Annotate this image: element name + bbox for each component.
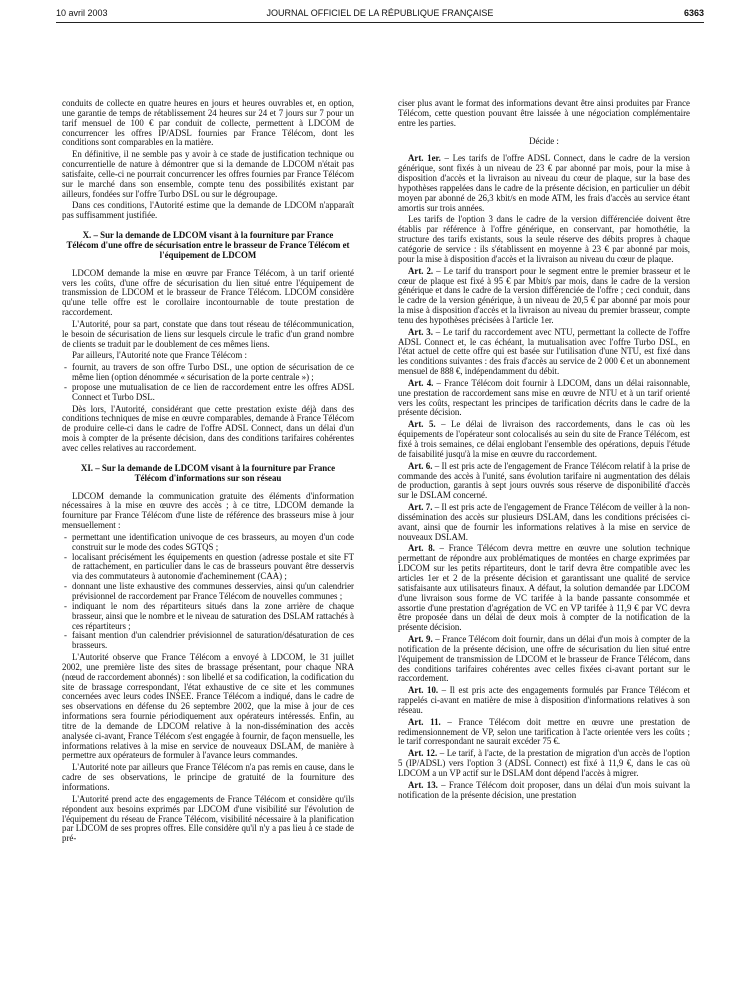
paragraph: Par ailleurs, l'Autorité note que France Télécom :	[72, 350, 247, 361]
article-text: – France Télécom doit mettre en œuvre une prestation de redimensionnement de VP, selon une tarification à l'acte orientée vers les coûts ; le tarif correspondant ne saurait excéder 75 €.	[398, 716, 690, 747]
article-label: Art. 2.	[408, 265, 434, 276]
article-paragraph	[398, 544, 690, 633]
paragraph: L'Autorité note par ailleurs que France Télécom n'a pas remis en cause, dans le cadre de ses observations, le principe de gratuité de la fourniture des informations.	[62, 762, 354, 792]
article-paragraph	[398, 462, 690, 501]
list-item: - propose une mutualisation de ce lien de raccordement entre les offres ADSL Connect et Turbo DSL.	[62, 383, 354, 403]
article-paragraph	[398, 328, 690, 377]
paragraph: conduits de collecte en quatre heures en jours et heures ouvrables et, en option, une garantie de temps de rétablissement 24 heures sur 24 et 7 jours sur 7 pour un tarif mensuel de 100 € par conduit de collecte, permettent à LDCOM de concurrencer les offres IP/ADSL fournies par France Télécom, dont les conditions sont comparables en la matière.	[62, 98, 354, 148]
article-paragraph	[398, 379, 690, 418]
header-rule	[56, 22, 704, 23]
header-title: JOURNAL OFFICIEL DE LA RÉPUBLIQUE FRANÇAISE	[266, 8, 494, 18]
article-text: – Le délai de livraison des raccordements, dans le cas où les équipements de l'opérateur sont colocalisés au sein du site de France Télécom, est fixé à trois semaines, ce délai englobant l'ensemble des opérations, depuis l'étude de faisabilité jusqu'à la mise en œuvre du raccordement.	[398, 419, 690, 459]
list-item: - indiquant le nom des répartiteurs situés dans la zone arrière de chaque brasseur, ainsi que le nombre et le niveau de saturation des DSLAM rattachés à ces répartiteurs ;	[62, 602, 354, 632]
list-item: - faisant mention d'un calendrier prévisionnel de saturation/désaturation de ces brasseurs.	[62, 631, 354, 651]
article-label: Art. 11.	[408, 716, 441, 727]
paragraph: L'Autorité prend acte des engagements de France Télécom et considère qu'ils répondent aux besoins exprimés par LDCOM d'une visibilité sur l'évolution de l'équipement du réseau de France Télécom, visibilité nécessaire à la planification par LDCOM de ses propres offres. Elle considère qu'il n'y a pas lieu à ce stade de pré-	[62, 793, 354, 844]
article-text: – Le tarif du raccordement avec NTU, permettant la collecte de l'offre ADSL Connect et, le cas échéant, la mutualisation avec l'offre Turbo DSL, en l'état actuel de cette offre qui est basée sur l'utilisation d'une NTU, est fixé dans les conditions suivantes : des frais d'accès au service de 2 000 € et un abonnement mensuel de 888 €, indépendamment du débit.	[398, 326, 690, 377]
article-label: Art. 13.	[408, 779, 438, 790]
article-text: – Il est pris acte de l'engagement de France Télécom de veiller à la non-dissémination des accès sur plusieurs DSLAM, dans les conditions précisées ci-avant, ainsi que de fournir les informations relatives à la mise en service de nouveaux DSLAM.	[398, 502, 690, 542]
left-column	[62, 99, 354, 846]
article-paragraph	[398, 154, 690, 213]
list-item: - donnant une liste exhaustive des communes desservies, ainsi qu'un calendrier prévisionnel de raccordement par France Télécom de nouvelles communes ;	[62, 582, 354, 602]
dash-list	[62, 363, 354, 402]
article-text: – Les tarifs de l'offre ADSL Connect, dans le cadre de la version générique, sont fixés à un niveau de 23 € par abonné par mois, pour la mise à disposition d'accès et la livraison au niveau du cœur de plaque, sur la base des hypothèses rappelées dans le cadre de la présente décision, en particulier un débit moyen par abonné de 26,3 kbit/s en mode ATM, les frais d'accès au service étant amortis sur trois années.	[398, 153, 690, 213]
article-text: – Le tarif, à l'acte, de la prestation de migration d'un accès de l'option 5 (IP/ADSL) vers l'option 3 (ADSL Connect) est fixé à 11,9 €, dans le cas où LDCOM a un VP actif sur le DSLAM dont dépend l'accès à migrer.	[398, 748, 690, 778]
article-text: – Il est pris acte des engagements formulés par France Télécom et rappelés ci-avant en matière de mise à disposition d'informations relatives à son réseau.	[398, 685, 690, 715]
dash-list	[62, 533, 354, 651]
article-text: – France Télécom doit fournir à LDCOM, dans un délai raisonnable, une prestation de raccordement sans mise en œuvre de NTU et à un tarif orienté vers les coûts, respectant les principes de tarification décrits dans le cadre de la présente décision.	[398, 377, 690, 418]
article-paragraph	[398, 503, 690, 542]
paragraph: L'Autorité, pour sa part, constate que dans tout réseau de télécommunication, le besoin de sécurisation de liens sur lesquels circule le trafic d'un grand nombre de clients se traduit par le doublement de ces mêmes liens.	[62, 318, 354, 349]
article-text: – Le tarif du transport pour le segment entre le premier brasseur et le cœur de plaque est fixé à 95 € par Mbit/s par mois, dans le cadre de la version générique et dans le cadre de la version différenciée de l'offre ; ceci conduit, dans le cadre de la version générique, à un niveau de 20,5 € par abonné par mois pour la mise à disposition d'accès et la livraison au niveau du premier brasseur, compte tenu des hypothèses précisées à l'article 1er.	[398, 265, 691, 325]
article-label: Art. 7.	[408, 502, 433, 513]
article-text: – France Télécom devra mettre en œuvre une solution technique permettant de répondre aux problématiques de montées en charge exprimées par LDCOM sur les petits répartiteurs, dont le tarif devra être compatible avec les articles 1er et 2 de la présente décision et garantissant une qualité de service satisfaisante aux utilisateurs finaux. A défaut, la solution demandée par LDCOM d'une livraison sous forme de VC tarifée à la bande passante consommée et assortie d'une prestation d'agrégation de VC en VP tarifée à 11,9 € par VC devra être proposée dans un délai de deux mois à compter de la notification de la présente décision.	[398, 543, 690, 633]
article-label: Art. 4.	[408, 377, 434, 388]
header-date: 10 avril 2003	[56, 8, 108, 18]
article-label: Art. 5.	[408, 419, 436, 430]
article-label: Art. 8.	[408, 543, 435, 554]
article-paragraph	[398, 718, 690, 748]
decide-heading: Décide :	[529, 135, 559, 146]
paragraph: En définitive, il ne semble pas y avoir à ce stade de justification technique ou concurrentielle de nature à démontrer que si la demande de LDCOM n'était pas satisfaite, celle-ci ne pourrait concurrencer les offres fournies par France Télécom sur le marché dans son ensemble, compte tenu des possibilités existant par ailleurs, fondées sur l'offre Turbo DSL ou sur le dégroupage.	[62, 149, 354, 199]
right-column	[398, 99, 690, 803]
paragraph: ciser plus avant le format des informations devant être ainsi produites par France Télécom, cette question pouvant être laissée à une négociation complémentaire entre les parties.	[398, 98, 690, 128]
article-text: – France Télécom doit fournir, dans un délai d'un mois à compter de la notification de la présente décision, une offre de sécurisation du lien situé entre l'équipement de transmission de LDCOM et le brasseur de France Télécom, dans des conditions tarifaires cohérentes avec celles fixées ci-avant portant sur le raccordement.	[398, 634, 690, 684]
article-paragraph	[398, 686, 690, 716]
article-label: Art. 9.	[408, 634, 433, 645]
list-item: - fournit, au travers de son offre Turbo DSL, une option de sécurisation de ce même lien (option dénommée « sécurisation de la porte centrale ») ;	[62, 363, 354, 383]
article-paragraph	[398, 420, 690, 459]
section-heading-x: X. – Sur la demande de LDCOM visant à la fourniture par France Télécom d'une offre de sécurisation entre le brasseur de France Télécom et l'équipement de LDCOM	[66, 230, 350, 260]
paragraph: Dès lors, l'Autorité, considérant que cette prestation existe déjà dans des conditions techniques de mise en œuvre comparables, demande à France Télécom de produire celle-ci dans le cadre de l'offre ADSL Connect, dans un délai d'un mois à compter de la présente décision, dans des conditions tarifaires cohérentes avec celles relatives au raccordement.	[62, 403, 354, 453]
article-text: Les tarifs de l'option 3 dans le cadre de la version différenciée doivent être établis par référence à l'offre générique, en conservant, par homothétie, la structure des tarifs existants, sous la seule réserve des débits propres à chaque catégorie de service : ils s'établissent en moyenne à 23 € par abonné par mois, pour la mise à disposition d'accès et la livraison au niveau du cœur de plaque.	[398, 214, 690, 264]
article-paragraph	[398, 749, 690, 779]
paragraph: LDCOM demande la communication gratuite des éléments d'information nécessaires à la mise en œuvre des accès ; à ce titre, LDCOM demande la fourniture par France Télécom d'une liste de référence des brasseurs mise à jour mensuellement :	[62, 490, 354, 531]
article-text: – France Télécom doit proposer, dans un délai d'un mois suivant la notification de la présente décision, une prestation	[398, 779, 691, 800]
article-label: Art. 12.	[408, 748, 438, 759]
section-heading-xi: XI. – Sur la demande de LDCOM visant à la fourniture par France Télécom d'informations sur son réseau	[80, 462, 336, 483]
paragraph: Dans ces conditions, l'Autorité estime que la demande de LDCOM n'apparaît pas suffisamment justifiée.	[62, 200, 354, 221]
article-paragraph	[398, 635, 690, 684]
article-paragraph	[398, 267, 690, 326]
article-paragraph	[398, 215, 690, 264]
article-label: Art. 10.	[408, 685, 439, 696]
paragraph: LDCOM demande la mise en œuvre par France Télécom, à un tarif orienté vers les coûts, d'une offre de sécurisation du lien situé entre l'équipement de transmission de LDCOM et le brasseur de France Télécom. LDCOM considère qu'une telle offre est le corollaire incontournable de toute prestation de raccordement.	[62, 267, 354, 318]
page-header	[56, 8, 704, 22]
article-label: Art. 6.	[408, 460, 433, 471]
article-paragraph	[398, 781, 690, 801]
list-item: - permettant une identification univoque de ces brasseurs, au moyen d'un code construit sur le mode des codes SGTQS ;	[62, 533, 354, 553]
paragraph: L'Autorité observe que France Télécom a envoyé à LDCOM, le 31 juillet 2002, une première liste des sites de brassage présentant, pour chaque NRA (nœud de raccordement abonnés) : son libellé et sa codification, la codification du site de brassage correspondant, l'état exhaustive de ce site et les communes concernées avec leurs codes INSEE. France Télécom a indiqué, dans le cadre de ses observations en défense du 26 septembre 2002, que la mise à jour de ces informations sera fournie périodiquement aux opérateurs intéressés. Enfin, au titre de la demande de LDCOM relative à la non-dissémination des accès analysée ci-avant, France Télécom s'est engagée à fournir, de façon mensuelle, les informations relatives à la mise en service de nouveaux DSLAM, de manière à permettre aux opérateurs de formuler à l'avance leurs commandes.	[62, 652, 354, 761]
article-label: Art. 3.	[408, 326, 433, 337]
article-label: Art. 1er.	[408, 153, 441, 164]
articles-list	[398, 154, 690, 800]
header-page-number: 6363	[683, 8, 704, 18]
list-item: - localisant précisément les équipements en question (adresse postale et site FT de rattachement, en particulier dans le cas de brasseurs pouvant être desservis via des commutateurs à autonomie d'acheminement (CAA) ;	[62, 553, 354, 583]
article-text: – Il est pris acte de l'engagement de France Télécom relatif à la prise de commande des accès à l'unité, sans évolution tarifaire ni augmentation des délais de production, garantis à sept jours ouvrés sous réserve de disponibilité d'accès sur le DSLAM concerné.	[398, 460, 690, 501]
